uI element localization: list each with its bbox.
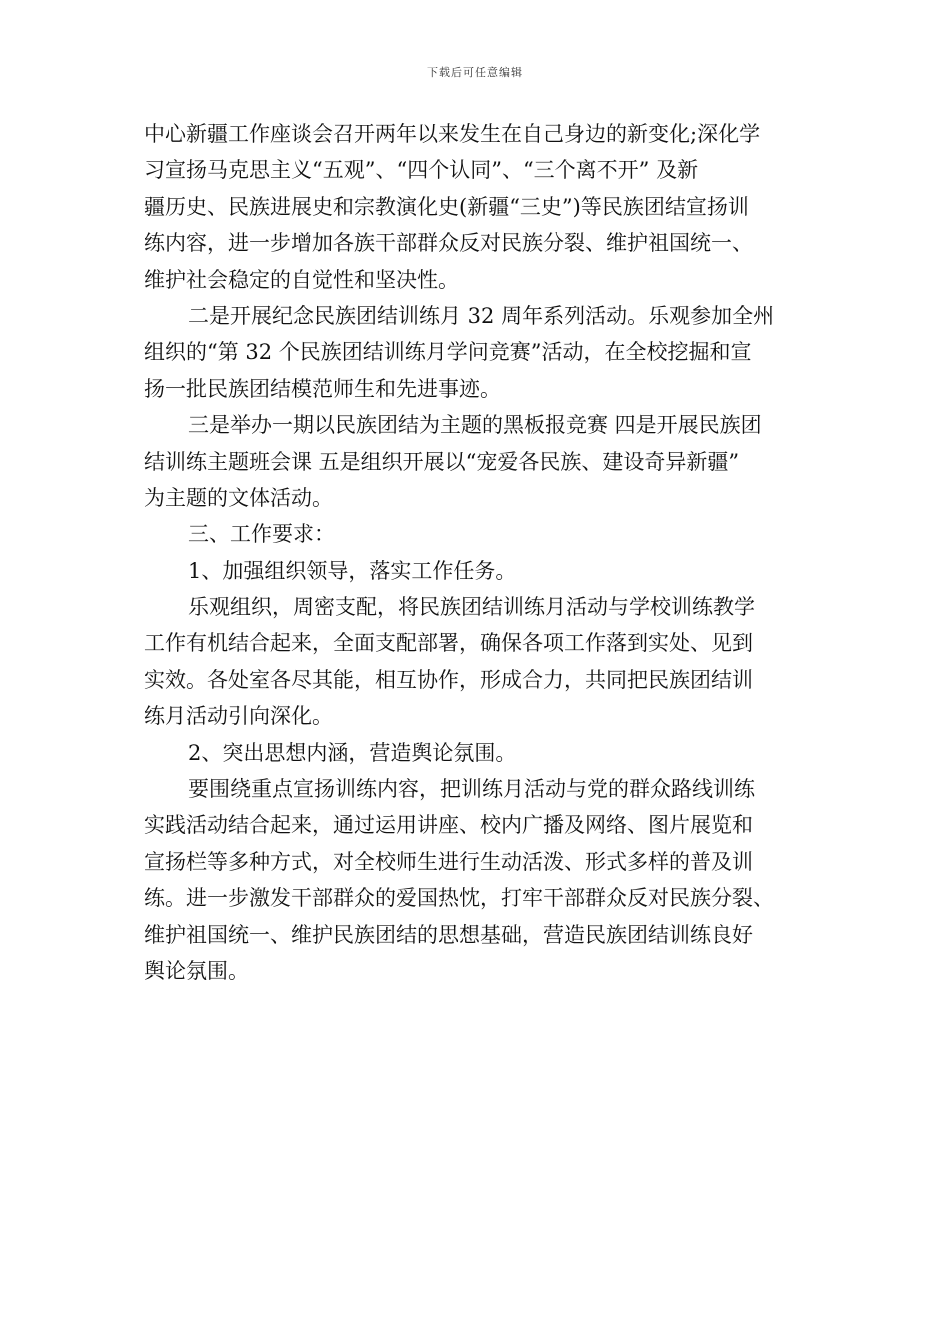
text-line: 三、工作要求： [188,522,335,547]
text-line: 实践活动结合起来，通过运用讲座、校内广播及网络、图片展览和 [144,813,753,838]
text-line: 维护祖国统一、维护民族团结的思想基础，营造民族团结训练良好 [144,922,753,947]
text-line: 二是开展纪念民族团结训练月 32 周年系列活动。乐观参加全州 [188,303,775,328]
text-line: 舆论氛围。 [144,958,249,983]
text-line: 结训练主题班会课 五是组织开展以“宠爱各民族、建设奇异新疆” [144,449,740,474]
text-line: 要围绕重点宣扬训练内容，把训练月活动与党的群众路线训练 [188,777,755,802]
text-line: 习宣扬马克思主义“五观”、“四个认同”、“三个离不开” 及新 [144,158,699,183]
text-line: 实效。各处室各尽其能，相互协作，形成合力，共同把民族团结训 [144,667,753,692]
text-line: 扬一批民族团结模范师生和先进事迹。 [144,376,501,401]
page-header: 下载后可任意编辑 [427,66,523,79]
text-line: 疆历史、民族进展史和宗教演化史(新疆“三史”)等民族团结宣扬训 [144,194,749,219]
document-body [144,116,834,989]
text-line: 组织的“第 32 个民族团结训练月学问竞赛”活动，在全校挖掘和宣 [144,340,752,365]
text-line: 宣扬栏等多种方式，对全校师生进行生动活泼、形式多样的普及训 [144,849,753,874]
text-line: 练月活动引向深化。 [144,704,333,729]
text-line: 练。进一步激发干部群众的爱国热忱，打牢干部群众反对民族分裂、 [144,886,774,911]
text-line: 练内容，进一步增加各族干部群众反对民族分裂、维护祖国统一、 [144,231,753,256]
text-line: 维护社会稳定的自觉性和坚决性。 [144,267,459,292]
text-line: 中心新疆工作座谈会召开两年以来发生在自己身边的新变化;深化学 [144,122,761,146]
text-line: 三是举办一期以民族团结为主题的黑板报竞赛 四是开展民族团 [188,413,762,438]
text-line: 工作有机结合起来，全面支配部署，确保各项工作落到实处、见到 [144,631,753,656]
text-line: 1、加强组织领导，落实工作任务。 [188,558,517,583]
text-line: 为主题的文体活动。 [144,485,333,510]
text-line: 2、突出思想内涵，营造舆论氛围。 [188,740,517,765]
text-line: 乐观组织，周密支配，将民族团结训练月活动与学校训练教学 [188,595,755,620]
